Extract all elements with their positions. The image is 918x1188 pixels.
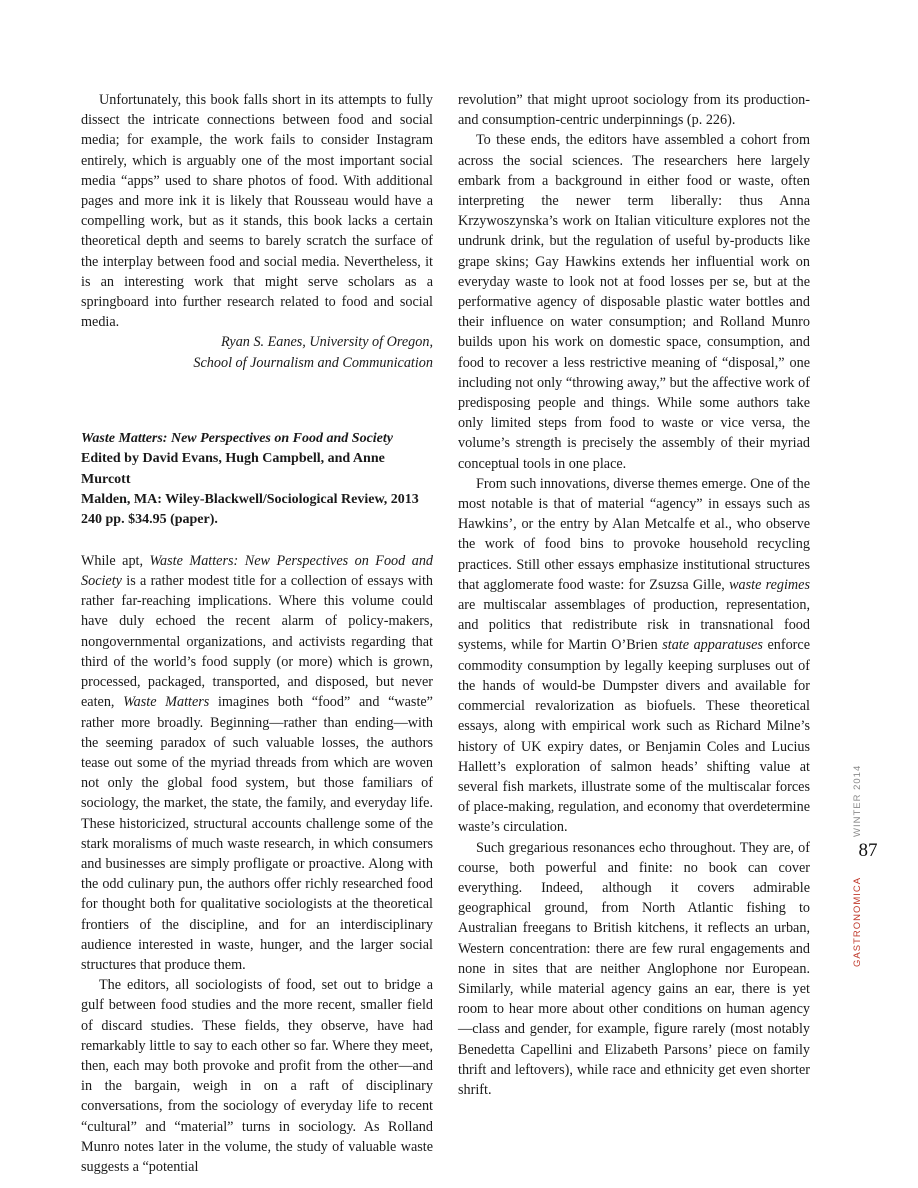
journal-name: GASTRONOMICA [852,876,863,968]
signature-line-1: Ryan S. Eanes, University of Oregon, [221,334,433,351]
p1-book-title: Waste Matters: New Perspectives on Food and Society [81,552,434,590]
right-column [458,90,810,1100]
signature-line-2: School of Journalism and Communication [193,354,433,371]
p1-mid: is a rather modest title for a collection of essays with rather far-reaching implications. Where this volume could have duly echoed the recent alarm of policy-makers, nongovernmental organizations, and activists regarding that third of the world’s food supply (or more) which is grown, processed, packaged, transported, and disposed, but never eaten, [81,573,433,711]
p4-start: From such innovations, diverse themes emerge. One of the most notable is that of material “agency” in essays such as Hawkins’, or the entry by Alan Metcalfe et al., who observe the work of food bins to provoke household recycling practices. Still other essays emphasize institutional structures that agglomerate food waste: for Zsuzsa Gille, [458,475,810,593]
p1-end: imagines both “food” and “waste” rather more broadly. Beginning—rather than ending—with the seeming paradox of such valuable losses, the authors tease out some of the myriad threads from which are woven not only the global food system, but those familiars of sociology, the market, the state, the family, and everyday life. These historicized, structural accounts challenge some of the stark moralisms of much waste research, in which consumers and businesses are simply profligate or proactive. Along with the odd culinary pun, the authors offer richly researched food for thought both for qualitative sociologists at the theoretical frontiers of the discipline, and for an interdisciplinary audience interested in waste, hunger, and the larger social structures that produce them. [81,694,433,973]
issue-season: WINTER 2014 [852,764,863,838]
p4-state-apparatuses: state apparatuses [662,637,763,654]
p4-end: enforce commodity consumption by legally keeping surpluses out of the hands of would-be Dumpster divers and available for commercial revalorization as biofuels. These theoretical essays, along with empirical work such as Richard Milne’s history of UK expiry dates, or Benjamin Coles and Lucius Hallett’s exploration of salmon heads’ shifting value at several fish markets, illustrate some of the multiscalar forces of place-making, regulation, and economy that overdetermine waste’s circulation. [458,637,810,836]
paragraph-continued: revolution” that might uproot sociology from its production- and consumption-centric underpinnings (p. 226). [458,92,810,129]
review2-paragraph-5: Such gregarious resonances echo throughout. They are, of course, both powerful and finite: no book can cover everything. Indeed, although it covers admirable geographical ground, from North Atlantic fishing to Australian freegans to British kitchens, it reflects an urban, Western concentration: there are few rural engagements and none in sites that are neither Anglophone nor European. Similarly, while material agency gains an ear, there is yet room to hear more about other conditions on human agency—class and gender, for example, figure rarely (most notably Benedetta Capellini and Elizabeth Parsons’ piece on family thrift and leftovers), while race and ethnicity get even shorter shrift. [458,839,810,1098]
book-heading [81,429,433,531]
p1-start: While apt, [81,552,150,569]
page-number: 87 [858,840,878,861]
p1-short-title: Waste Matters [123,694,210,711]
p4-mid: are multiscalar assemblages of production, representation, and politics that redistribute risk in transnational food systems, while for Martin O’Brien [458,597,810,654]
review2-paragraph-4 [458,474,810,838]
book-title: Waste Matters: New Perspectives on Food and Society [81,430,393,446]
review2-paragraph-3: To these ends, the editors have assembled a cohort from across the social sciences. The researchers here largely embark from a background in either food or waste, often interpreting the newer term liberally: thus Anna Krzywoszynska’s work on Italian viticulture explores not the undrunk drink, but the regulation of useful by-products like grape skins; Gay Hawkins extends her influential work on everyday waste to look not at food losses per se, but at the performative agency of disposable plastic water bottles and their influence on water consumption; and Rolland Munro builds upon his work on domestic space, consumption, and food to recover a less restrictive meaning of “disposal,” one including not only “throwing away,” but the affective work of predisposing people and things. While some authors take only limited steps from food to waste or vice versa, the volume’s strength is precisely the assembly of their myriad conceptual tools in one place. [458,132,810,472]
book-publisher: Malden, MA: Wiley-Blackwell/Sociological Review, 2013 [81,492,419,508]
review2-paragraph-1 [81,551,433,975]
book-editors: Edited by David Evans, Hugh Campbell, and Anne Murcott [81,451,385,487]
book-pages-price: 240 pp. $34.95 (paper). [81,512,218,528]
review2-paragraph-2: The editors, all sociologists of food, set out to bridge a gulf between food studies and the more recent, smaller field of discard studies. These fields, they observe, have had remarkably little to say to each other so far. Where they meet, then, each may both provoke and profit from the other—and in the bargain, weigh in on a raft of disciplinary conversations, from the sociology of everyday life to recent “cultural” and “material” turns in sociology. As Rolland Munro notes later in the volume, the study of valuable waste suggests a “potential [81,977,433,1175]
review1-paragraph: Unfortunately, this book falls short in its attempts to fully dissect the intricate connections between food and social media; for example, the work fails to consider Instagram entirely, which is arguably one of the most important social media “apps” used to share photos of food. With additional pages and more ink it is likely that Rousseau would have a compelling work, but as it stands, this book lacks a certain theoretical depth and seems to barely scratch the surface of the interplay between food and social media. Nevertheless, it is an interesting work that might serve scholars as a springboard into further research related to food and social media. [81,92,433,331]
reviewer-signature [81,332,433,372]
left-column [81,90,433,1177]
section-gap [81,373,433,429]
p4-waste-regimes: waste regimes [729,576,810,593]
